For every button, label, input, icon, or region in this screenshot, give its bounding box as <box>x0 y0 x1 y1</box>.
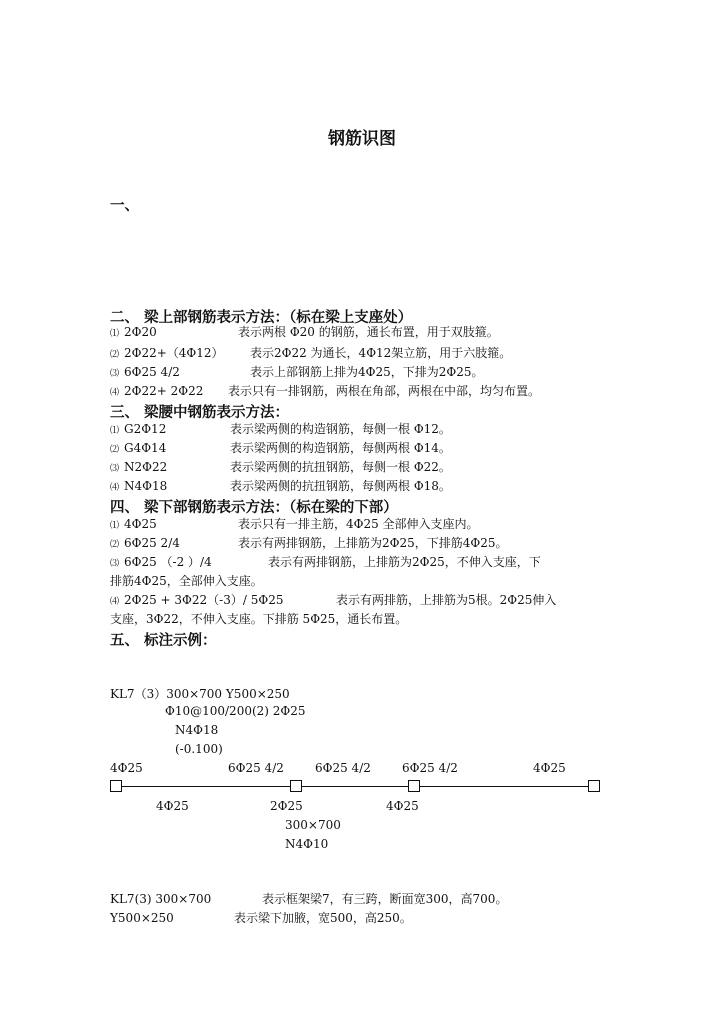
bottom-label: 4Φ25 <box>156 799 189 813</box>
support-square <box>588 780 600 792</box>
support-label: 6Φ25 4/2 <box>315 761 371 775</box>
section-2-heading: 二、 梁上部钢筋表示方法：（标在梁上支座处） <box>110 310 413 326</box>
support-square <box>408 780 420 792</box>
section-2-item: ⑶ 6Φ25 4/2 表示上部钢筋上排为4Φ25，下排为2Φ25。 <box>110 365 484 379</box>
support-label: 4Φ25 <box>110 761 143 775</box>
section-3-item: ⑷ N4Φ18 表示梁两侧的抗扭钢筋，每侧两根 Φ18。 <box>110 479 451 493</box>
bottom-label: 2Φ25 <box>270 799 303 813</box>
example-note: KL7(3) 300×700 表示框架梁7，有三跨，断面宽300，高700。 <box>110 892 508 906</box>
section-2-item: ⑴ 2Φ20 表示两根 Φ20 的钢筋，通长布置，用于双肢箍。 <box>110 325 499 339</box>
example-line-3: N4Φ18 <box>175 723 219 737</box>
section-4-item: ⑵ 6Φ25 2/4 表示有两排钢筋，上排筋为2Φ25，下排筋4Φ25。 <box>110 536 508 550</box>
beam-diagram <box>110 780 600 794</box>
section-4-item: ⑴ 4Φ25 表示只有一排主筋，4Φ25 全部伸入支座内。 <box>110 517 479 531</box>
section-3-item: ⑶ N2Φ22 表示梁两侧的抗扭钢筋，每侧一根 Φ22。 <box>110 460 451 474</box>
section-3-heading: 三、 梁腰中钢筋表示方法： <box>110 405 290 421</box>
example-line-4: (-0.100) <box>175 742 223 756</box>
section-4-item: ⑶ 6Φ25 （-2 ）/4 表示有两排钢筋，上排筋为2Φ25，不伸入支座，下 <box>110 555 541 569</box>
section-5-heading: 五、 标注示例： <box>110 633 217 649</box>
page-title: 钢筋识图 <box>328 129 396 149</box>
support-label: 6Φ25 4/2 <box>402 761 458 775</box>
span-stirrup: N4Φ10 <box>285 837 329 851</box>
span-line <box>302 786 408 787</box>
section-4-item-cont: 支座，3Φ22，不伸入支座。下排筋 5Φ25，通长布置。 <box>110 612 408 626</box>
bottom-label: 4Φ25 <box>386 799 419 813</box>
support-label: 6Φ25 4/2 <box>228 761 284 775</box>
section-3-item: ⑵ G4Φ14 表示梁两侧的构造钢筋，每侧两根 Φ14。 <box>110 441 451 455</box>
section-2-item: ⑵ 2Φ22+（4Φ12） 表示2Φ22 为通长，4Φ12架立筋，用于六肢箍。 <box>110 346 512 360</box>
span-line <box>420 786 588 787</box>
section-2-item: ⑷ 2Φ22+ 2Φ22 表示只有一排钢筋，两根在角部，两根在中部，均匀布置。 <box>110 384 541 398</box>
section-3-item: ⑴ G2Φ12 表示梁两侧的构造钢筋，每侧一根 Φ12。 <box>110 422 451 436</box>
support-square <box>110 780 122 792</box>
example-line-2: Φ10@100/200(2) 2Φ25 <box>165 704 306 718</box>
section-4-item-cont: 排筋4Φ25，全部伸入支座。 <box>110 574 263 588</box>
example-note: Y500×250 表示梁下加腋，宽500，高250。 <box>110 911 412 925</box>
support-label: 4Φ25 <box>533 761 566 775</box>
section-4-heading: 四、 梁下部钢筋表示方法：（标在梁的下部） <box>110 500 398 516</box>
section-4-item: ⑷ 2Φ25 + 3Φ22（-3）/ 5Φ25 表示有两排筋，上排筋为5根。2Φ25伸入 <box>110 593 557 607</box>
section-1-heading: 一、 <box>110 198 139 214</box>
support-square <box>290 780 302 792</box>
span-line <box>122 786 290 787</box>
example-line-1: KL7（3）300×700 Y500×250 <box>110 687 290 701</box>
span-section: 300×700 <box>285 818 341 832</box>
